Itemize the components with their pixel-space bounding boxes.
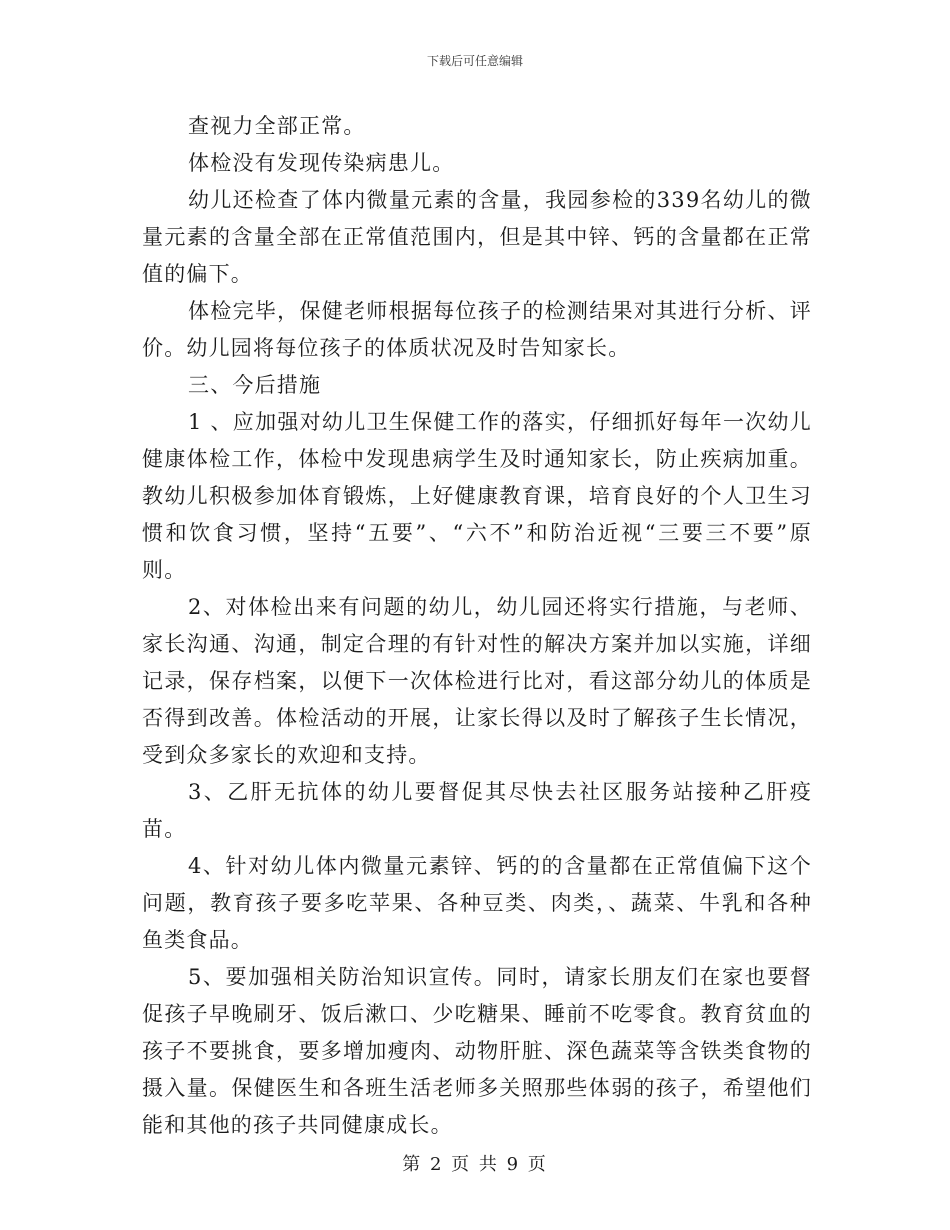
paragraph-no-infection: 体检没有发现传染病患儿。 [188,151,455,175]
section-heading-future-measures: 三、今后措施 [188,373,322,397]
document-body [142,108,812,1144]
page-number: 第 2 页 共 9 页 [402,1154,548,1175]
list-item-measure-1: 1 、应加强对幼儿卫生保健工作的落实，仔细抓好每年一次幼儿健康体检工作，体检中发现患病学生及时通知家长，防止疾病加重。教幼儿积极参加体育锻炼，上好健康教育课，培育良好的个人卫生习惯和饮食习惯，坚持“五要”、“六不”和防治近视“三要三不要”原则。 [142,410,812,582]
paragraph-trace-elements: 幼儿还检查了体内微量元素的含量，我园参检的339名幼儿的微量元素的含量全部在正常值范围内，但是其中锌、钙的含量都在正常值的偏下。 [142,188,812,286]
paragraph-vision-result: 查视力全部正常。 [188,114,366,138]
list-item-measure-4: 4、针对幼儿体内微量元素锌、钙的的含量都在正常值偏下这个问题，教育孩子要多吃苹果、各种豆类、肉类，、蔬菜、牛乳和各种鱼类食品。 [142,854,812,952]
page-header: 下载后可任意编辑 [426,54,523,68]
paragraph-analysis: 体检完毕，保健老师根据每位孩子的检测结果对其进行分析、评价。幼儿园将每位孩子的体质状况及时告知家长。 [142,299,812,360]
list-item-measure-3: 3、乙肝无抗体的幼儿要督促其尽快去社区服务站接种乙肝疫苗。 [142,780,812,841]
list-item-measure-2: 2、对体检出来有问题的幼儿，幼儿园还将实行措施，与老师、家长沟通、沟通，制定合理的有针对性的解决方案并加以实施，详细记录，保存档案，以便下一次体检进行比对，看这部分幼儿的体质是否得到改善。体检活动的开展，让家长得以及时了解孩子生长情况，受到众多家长的欢迎和支持。 [142,595,812,767]
list-item-measure-5: 5、要加强相关防治知识宣传。同时，请家长朋友们在家也要督促孩子早晚刷牙、饭后漱口、少吃糖果、睡前不吃零食。教育贫血的孩子不要挑食，要多增加瘦肉、动物肝脏、深色蔬菜等含铁类食物的摄入量。保健医生和各班生活老师多关照那些体弱的孩子，希望他们能和其他的孩子共同健康成长。 [142,965,812,1137]
